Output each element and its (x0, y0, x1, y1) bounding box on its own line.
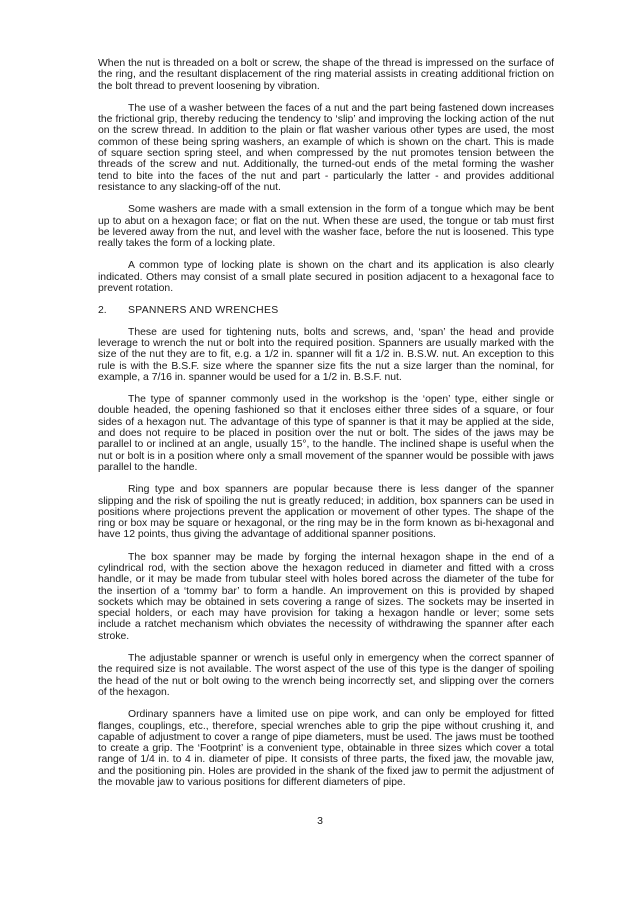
section-title: SPANNERS AND WRENCHES (128, 305, 279, 317)
paragraph-box-spanner-construction: The box spanner may be made by forging the internal hexagon shape in the end of a cylindrical rod, with the section above the hexagon reduced in diameter and fitted with a cross handle, or it may be made from tubular steel with holes bored across the diameter of the tube for the insertion of a ‘tommy bar’ to form a handle. An improvement on this is provided by shaped sockets which may be obtained in sets covering a range of sizes. The sockets may be inserted in special holders, or each may have provision for taking a hexagon handle or lever; some sets include a ratchet mechanism which obviates the necessity of withdrawing the spanner after each stroke. (98, 551, 554, 642)
page-number: 3 (317, 815, 323, 827)
paragraph-pipe-wrenches: Ordinary spanners have a limited use on pipe work, and can only be employed for fitted flanges, couplings, etc., therefore, special wrenches able to grip the pipe without crushing it, and capable of adjustment to cover a range of pipe diameters, must be used. The jaws must be toothed to create a grip. The ‘Footprint’ is a convenient type, obtainable in three sizes which cover a total range of 1/4 in. to 4 in. diameter of pipe. It consists of three parts, the fixed jaw, the movable jaw, and the positioning pin. Holes are provided in the shank of the fixed jaw to permit the adjustment of the movable jaw to various positions for different diameters of pipe. (98, 709, 554, 789)
section-number: 2. (98, 305, 107, 317)
section-heading (98, 305, 554, 316)
paragraph-open-spanner: The type of spanner commonly used in the workshop is the ‘open’ type, either single or double headed, the opening fashioned so that it encloses either three sides of a square, or four sides of a hexagon nut. The advantage of this type of spanner is that it may be applied at the side, and does not require to be placed in position over the nut or bolt. The sides of the jaws may be parallel to or inclined at an angle, usually 15°, to the handle. The inclined shape is useful when the nut or bolt is in a position where only a small movement of the spanner would be possible with jaws parallel to the handle. (98, 394, 554, 473)
paragraph-tab-washers: Some washers are made with a small extension in the form of a tongue which may be bent up to abut on a hexagon face; or flat on the nut. When these are used, the tongue or tab must first be levered away from the nut, and level with the washer face, before the nut is loosened. This type really takes the form of a locking plate. (98, 204, 554, 250)
paragraph-adjustable-spanner: The adjustable spanner or wrench is useful only in emergency when the correct spanner of the required size is not available. The worst aspect of the use of this type is the danger of spoiling the head of the nut or bolt owing to the wrench being incorrectly set, and slipping over the corners of the hexagon. (98, 653, 554, 698)
paragraph-nut-threading: When the nut is threaded on a bolt or screw, the shape of the thread is impressed on the surface of the ring, and the resultant displacement of the ring material assists in creating additional friction on the bolt thread to prevent loosening by vibration. (98, 58, 554, 92)
paragraph-spanner-usage: These are used for tightening nuts, bolts and screws, and, ‘span’ the head and provide leverage to wrench the nut or bolt into the required position. Spanners are usually marked with the size of the nut they are to fit, e.g. a 1/2 in. spanner will fit a 1/2 in. B.S.W. nut. An exception to this rule is with the B.S.F. size where the spanner size fits the nut a size larger than the nominal, for example, a 7/16 in. spanner would be used for a 1/2 in. B.S.F. nut. (98, 326, 554, 383)
body-text (98, 58, 554, 799)
paragraph-locking-plate: A common type of locking plate is shown on the chart and its application is also clearly indicated. Others may consist of a small plate secured in position adjacent to a hexagonal face to prevent rotation. (98, 260, 554, 295)
paragraph-ring-box-spanners: Ring type and box spanners are popular because there is less danger of the spanner slipping and the risk of spoiling the nut is greatly reduced; in addition, box spanners can be used in positions where projections prevent the application or movement of other types. The shape of the ring or box may be square or hexagonal, or the ring may be in the form known as bi-hexagonal and have 12 points, thus giving the advantage of additional spanner positions. (98, 484, 554, 541)
paragraph-washers: The use of a washer between the faces of a nut and the part being fastened down increases the frictional grip, thereby reducing the tendency to ‘slip’ and improving the locking action of the nut on the screw thread. In addition to the plain or flat washer various other types are used, the most common of these being spring washers, an example of which is shown on the chart. This is made of square section spring steel, and when compressed by the nut promotes tension between the threads of the screw and nut. Additionally, the turned-out ends of the metal forming the washer tend to bite into the faces of the nut and part - particularly the latter - and provides additional resistance to any slacking-off of the nut. (98, 102, 554, 193)
